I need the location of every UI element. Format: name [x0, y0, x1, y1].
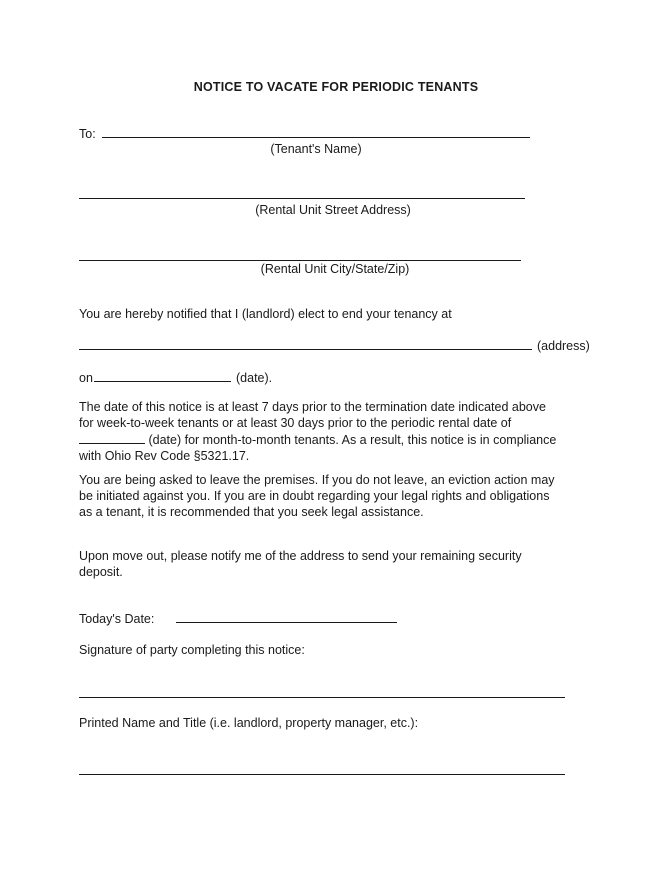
signature-label: Signature of party completing this notice:	[79, 643, 305, 657]
paragraph-line: with Ohio Rev Code §5321.17.	[79, 449, 250, 463]
city-state-zip-field[interactable]	[79, 260, 521, 261]
termination-date-field[interactable]	[94, 381, 231, 382]
eviction-warning-paragraph	[79, 472, 599, 520]
street-address-field[interactable]	[79, 198, 525, 199]
paragraph-line: for week-to-week tenants or at least 30 days prior to the periodic rental date of	[79, 416, 512, 430]
paragraph-line: Upon move out, please notify me of the address to send your remaining security	[79, 549, 522, 563]
paragraph-line: deposit.	[79, 565, 123, 579]
printed-name-field[interactable]	[79, 774, 565, 775]
on-label: on	[79, 371, 93, 385]
rental-date-field[interactable]	[79, 431, 145, 444]
printed-name-label: Printed Name and Title (i.e. landlord, property manager, etc.):	[79, 716, 419, 730]
to-label: To:	[79, 127, 96, 141]
signature-field[interactable]	[79, 697, 565, 698]
notified-text: You are hereby notified that I (landlord) elect to end your tenancy at	[79, 307, 452, 321]
address-field[interactable]	[79, 349, 532, 350]
city-state-zip-caption: (Rental Unit City/State/Zip)	[260, 262, 410, 276]
paragraph-line: You are being asked to leave the premises. If you do not leave, an eviction action may	[79, 473, 555, 487]
document-title: NOTICE TO VACATE FOR PERIODIC TENANTS	[193, 80, 479, 94]
todays-date-field[interactable]	[176, 622, 397, 623]
security-deposit-paragraph	[79, 548, 599, 580]
todays-date-label: Today's Date:	[79, 612, 155, 626]
paragraph-line: be initiated against you. If you are in doubt regarding your legal rights and obligations	[79, 489, 550, 503]
paragraph-line: (date) for month-to-month tenants. As a result, this notice is in compliance	[79, 431, 599, 448]
street-address-caption: (Rental Unit Street Address)	[255, 203, 411, 217]
tenant-name-caption: (Tenant's Name)	[270, 142, 362, 156]
date-label: (date).	[236, 371, 273, 385]
address-label: (address)	[537, 339, 590, 353]
notice-period-paragraph	[79, 399, 599, 464]
paragraph-line: The date of this notice is at least 7 days prior to the termination date indicated above	[79, 400, 546, 414]
tenant-name-field[interactable]	[102, 137, 530, 138]
paragraph-line: as a tenant, it is recommended that you seek legal assistance.	[79, 505, 424, 519]
